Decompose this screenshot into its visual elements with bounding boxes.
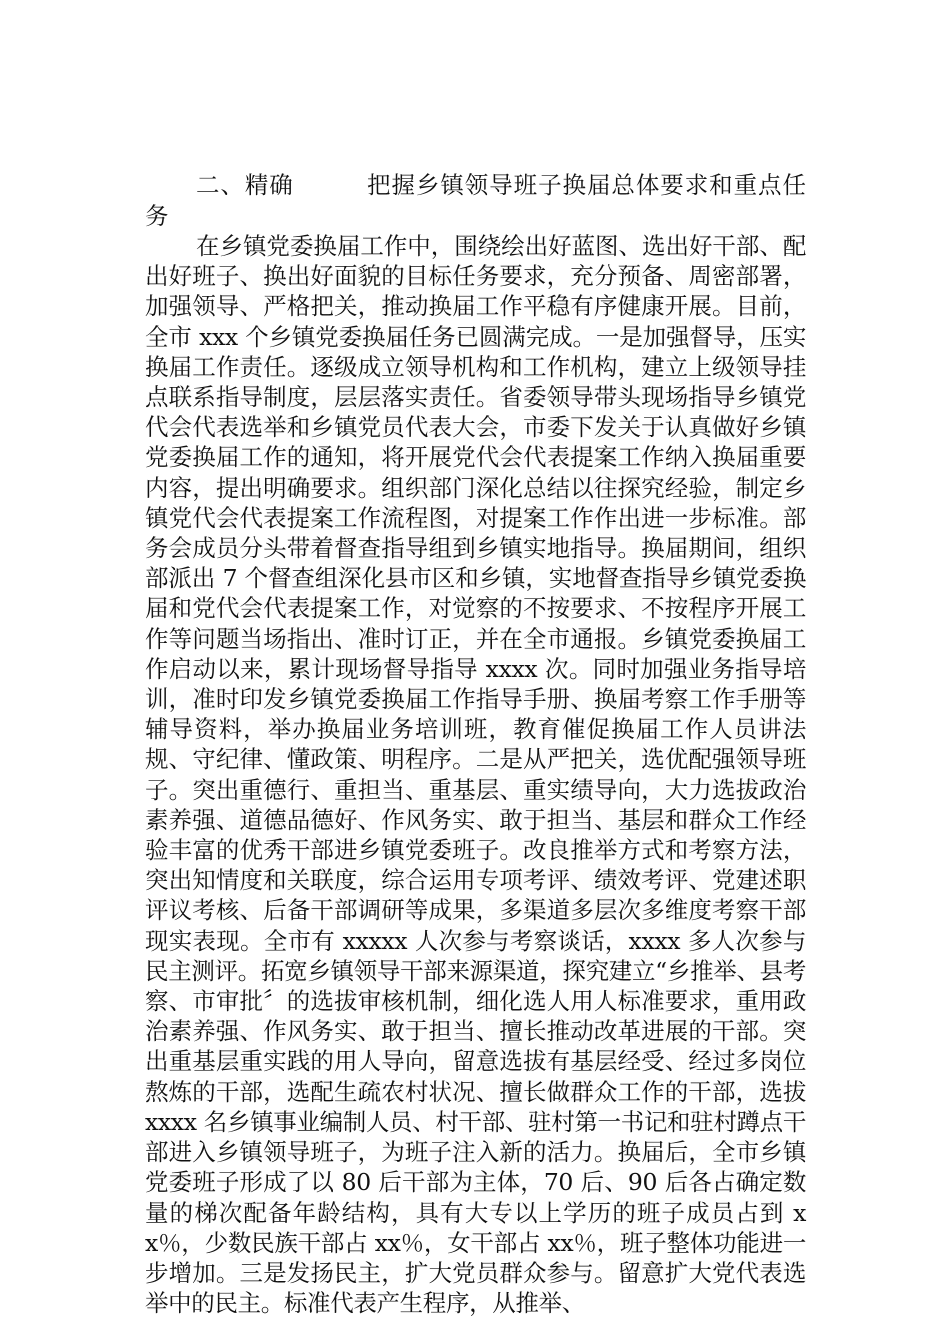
document-body [145,170,806,1318]
section-heading: 二、精确 把握乡镇领导班子换届总体要求和重点任务 [145,171,806,230]
body-paragraph: 在乡镇党委换届工作中，围绕绘出好蓝图、选出好干部、配出好班子、换出好面貌的目标任务要求，充分预备、周密部署，加强领导、严格把关，推动换届工作平稳有序健康开展。目前，全市 xxx 个乡镇党委换届任务已圆满完成。一是加强督导，压实换届工作责任。逐级成立领导机构和工作机构，建立上级领导挂点联系指导制度，层层落实责任。省委领导带头现场指导乡镇党代会代表选举和乡镇党员代表大会，市委下发关于认真做好乡镇党委换届工作的通知，将开展党代会代表提案工作纳入换届重要内容，提出明确要求。组织部门深化总结以往探究经验，制定乡镇党代会代表提案工作流程图，对提案工作作出进一步标准。部务会成员分头带着督查指导组到乡镇实地指导。换届期间，组织部派出 7 个督查组深化县市区和乡镇，实地督查指导乡镇党委换届和党代会代表提案工作，对觉察的不按要求、不按程序开展工作等问题当场指出、准时订正，并在全市通报。乡镇党委换届工作启动以来，累计现场督导指导 xxxx 次。同时加强业务指导培训，准时印发乡镇党委换届工作指导手册、换届考察工作手册等辅导资料，举办换届业务培训班，教育催促换届工作人员讲法规、守纪律、懂政策、明程序。二是从严把关，选优配强领导班子。突出重德行、重担当、重基层、重实绩导向，大力选拔政治素养强、道德品德好、作风务实、敢于担当、基层和群众工作经验丰富的优秀干部进乡镇党委班子。改良推举方式和考察方法，突出知情度和关联度，综合运用专项考评、绩效考评、党建述职评议考核、后备干部调研等成果，多渠道多层次多维度考察干部现实表现。全市有 xxxxx 人次参与考察谈话，xxxx 多人次参与民主测评。拓宽乡镇领导干部来源渠道，探究建立“乡推举、县考察、市审批〞的选拔审核机制，细化选人用人标准要求，重用政治素养强、作风务实、敢于担当、擅长推动改革进展的干部。突出重基层重实践的用人导向，留意选拔有基层经受、经过多岗位熬炼的干部，选配生疏农村状况、擅长做群众工作的干部，选拔 xxxx 名乡镇事业编制人员、村干部、驻村第一书记和驻村蹲点干部进入乡镇领导班子，为班子注入新的活力。换届后，全市乡镇党委班子形成了以 80 后干部为主体，70 后、90 后各占确定数量的梯次配备年龄结构，具有大专以上学历的班子成员占到 xx％，少数民族干部占 xx％，女干部占 xx％，班子整体功能进一步增加。三是发扬民主，扩大党员群众参与。留意扩大党代表选举中的民主。标准代表产生程序，从推举、 [145,232,806,1318]
